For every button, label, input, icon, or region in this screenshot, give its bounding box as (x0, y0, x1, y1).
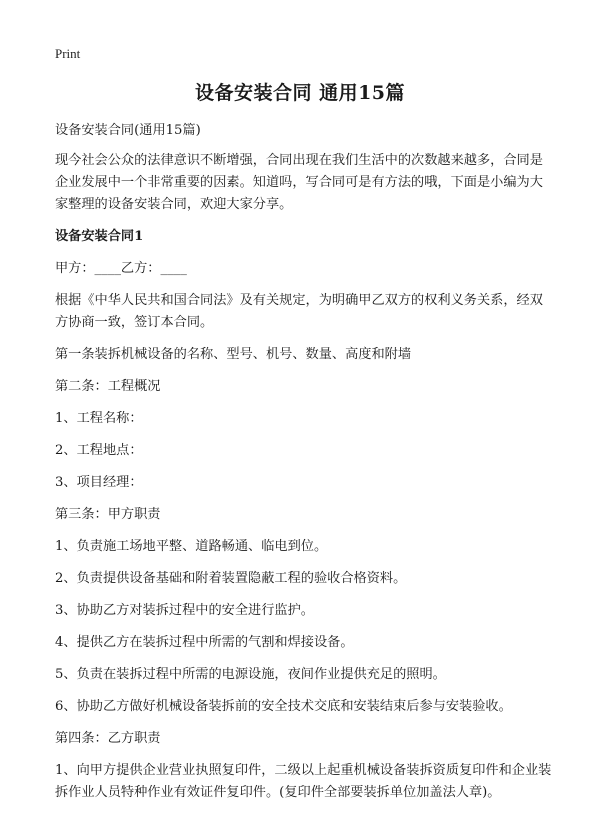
article-2-item-2: 2、工程地点： (55, 443, 143, 458)
article-3-item-6: 6、协助乙方做好机械设备装拆前的安全技术交底和安装结束后参与安装验收。 (55, 699, 512, 714)
article-3: 第三条：甲方职责 (55, 507, 161, 522)
document-subtitle: 设备安装合同(通用15篇) (55, 123, 201, 138)
article-2-item-1: 1、工程名称： (55, 411, 143, 426)
article-4: 第四条：乙方职责 (55, 731, 161, 746)
basis-paragraph: 根据《中华人民共和国合同法》及有关规定，为明确甲乙双方的权利义务关系，经双方协商一致，签订本合同。 (55, 293, 543, 330)
intro-paragraph: 现今社会公众的法律意识不断增强，合同出现在我们生活中的次数越来越多，合同是企业发展中一个非常重要的因素。知道吗，写合同可是有方法的哦，下面是小编为大家整理的设备安装合同，欢迎大家分享。 (55, 153, 543, 212)
article-4-item-1: 1、向甲方提供企业营业执照复印件，二级以上起重机械设备装拆资质复印件和企业装拆作业人员特种作业有效证件复印件。(复印件全部要装拆单位加盖法人章)。 (55, 763, 552, 800)
article-3-item-2: 2、负责提供设备基础和附着装置隐蔽工程的验收合格资料。 (55, 571, 407, 586)
section-heading: 设备安装合同1 (55, 229, 144, 244)
article-3-item-5: 5、负责在装拆过程中所需的电源设施，夜间作业提供充足的照明。 (55, 667, 446, 682)
article-3-item-3: 3、协助乙方对装拆过程中的安全进行监护。 (55, 603, 314, 618)
parties-line: 甲方：____乙方：____ (55, 261, 187, 276)
print-link[interactable]: Print (55, 46, 81, 61)
article-2: 第二条：工程概况 (55, 379, 161, 394)
article-3-item-1: 1、负责施工场地平整、道路畅通、临电到位。 (55, 539, 328, 554)
article-2-item-3: 3、项目经理： (55, 475, 143, 490)
page-title: 设备安装合同 通用15篇 (194, 82, 406, 104)
article-1: 第一条装拆机械设备的名称、型号、机号、数量、高度和附墙 (55, 347, 412, 362)
document-body (55, 120, 555, 814)
article-3-item-4: 4、提供乙方在装拆过程中所需的气割和焊接设备。 (55, 635, 354, 650)
